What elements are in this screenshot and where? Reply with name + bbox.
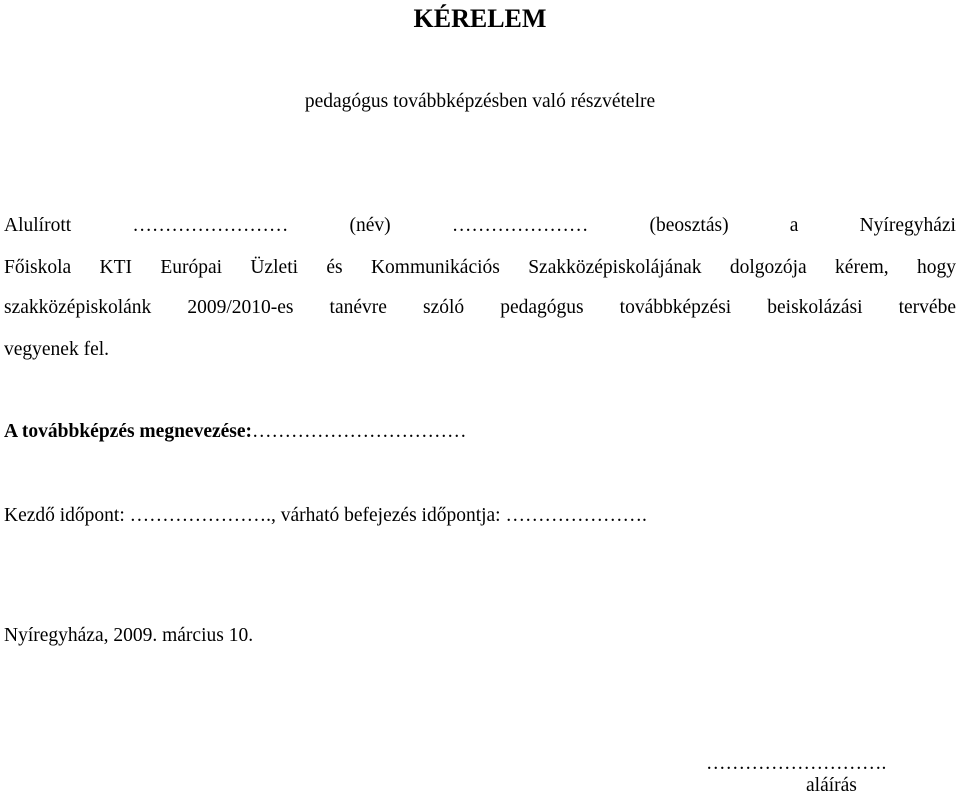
training-name-line: [4, 420, 956, 444]
start-date-blank: …………………: [129, 505, 267, 526]
end-date-label: ., várható befejezés időpontja:: [266, 505, 501, 526]
word: beiskolázási: [767, 297, 863, 318]
word: szakközépiskolánk: [4, 297, 152, 318]
document-title: KÉRELEM: [413, 4, 547, 33]
place-and-date: Nyíregyháza, 2009. március 10.: [4, 625, 254, 646]
word: Főiskola: [4, 257, 72, 278]
word: Nyíregyházi: [859, 215, 956, 236]
body-line-3: [4, 296, 956, 320]
word: dolgozója: [729, 257, 807, 278]
word: hogy: [916, 257, 956, 278]
body-line-4: vegyenek fel.: [4, 339, 110, 360]
word: (beosztás): [649, 215, 729, 236]
word: kérem,: [835, 257, 889, 278]
start-date-label: Kezdő időpont:: [4, 505, 125, 526]
word: tervébe: [898, 297, 956, 318]
word: Európai: [160, 257, 223, 278]
word: 2009/2010-es: [187, 297, 294, 318]
document-subtitle: pedagógus továbbképzésben való részvételre: [304, 91, 656, 112]
word: Üzleti: [250, 257, 299, 278]
position-blank: …………………: [451, 215, 589, 236]
name-blank: ……………………: [132, 215, 289, 236]
training-name-label: A továbbképzés megnevezése:: [4, 421, 253, 442]
training-name-blank: ……………………………: [252, 421, 467, 442]
word: Szakközépiskolájának: [528, 257, 702, 278]
body-line-2: [4, 256, 956, 280]
word: szóló: [422, 297, 465, 318]
word: és: [326, 257, 343, 278]
word: Kommunikációs: [370, 257, 500, 278]
word: tanévre: [329, 297, 387, 318]
word: pedagógus: [500, 297, 584, 318]
signature-blank: ……………………….: [706, 753, 887, 774]
dates-line: [4, 504, 956, 528]
word: Alulírott: [4, 215, 72, 236]
word: továbbképzési: [619, 297, 732, 318]
signature-label: aláírás: [806, 775, 857, 796]
word: KTI: [99, 257, 133, 278]
word: (név): [349, 215, 391, 236]
body-line-1: [4, 214, 956, 238]
end-date-blank: ………………….: [505, 505, 647, 526]
word: a: [789, 215, 799, 236]
